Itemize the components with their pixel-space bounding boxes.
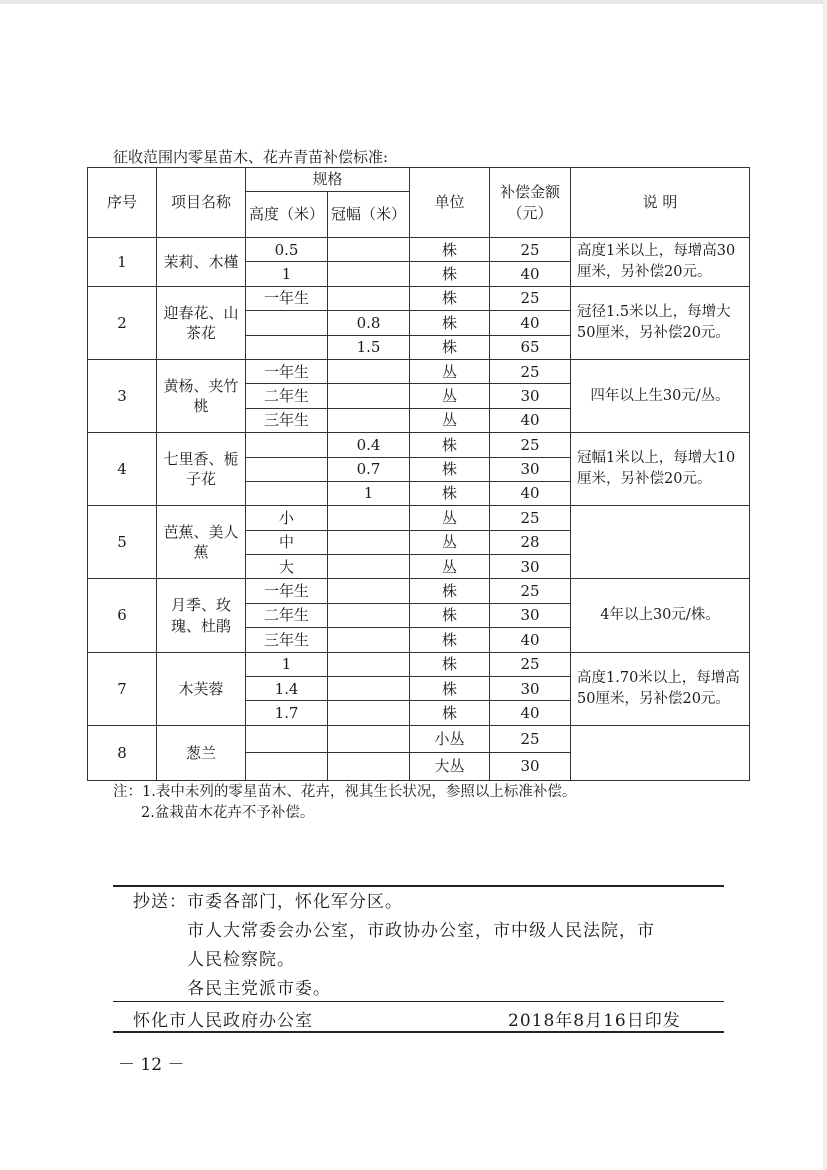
cell-crown: 1 (328, 481, 410, 505)
cell-height: 0.5 (246, 238, 328, 262)
cell-height: 中 (246, 530, 328, 554)
cell-height: 1 (246, 262, 328, 286)
cell-crown (328, 677, 410, 701)
scan-edge-top (0, 0, 827, 4)
cell-unit: 株 (410, 603, 490, 627)
cell-unit: 大丛 (410, 753, 490, 781)
cell-unit: 株 (410, 311, 490, 335)
cell-amount: 25 (490, 433, 571, 457)
cell-unit: 株 (410, 579, 490, 603)
row-item-name: 迎春花、山茶花 (157, 286, 246, 359)
cell-height (246, 753, 328, 781)
cell-amount: 28 (490, 530, 571, 554)
row-item-name: 茉莉、木槿 (157, 238, 246, 287)
cell-amount: 40 (490, 408, 571, 432)
table-row (88, 652, 750, 676)
cell-unit: 株 (410, 457, 490, 481)
cc-line-2: 市人大常委会办公室，市政协办公室，市中级人民法院，市 (187, 921, 655, 941)
cell-height (246, 311, 328, 335)
header-unit: 单位 (410, 168, 490, 238)
row-note (571, 725, 750, 780)
cell-unit: 株 (410, 335, 490, 359)
divider-bottom (113, 1031, 724, 1033)
cell-amount: 25 (490, 359, 571, 383)
cell-height (246, 335, 328, 359)
cell-crown (328, 603, 410, 627)
cell-amount: 25 (490, 652, 571, 676)
cell-unit: 丛 (410, 555, 490, 579)
cell-amount: 25 (490, 238, 571, 262)
cell-unit: 株 (410, 238, 490, 262)
cell-height: 二年生 (246, 384, 328, 408)
table-row (88, 238, 750, 262)
cell-height: 三年生 (246, 628, 328, 652)
header-amount: 补偿金额（元） (490, 168, 571, 238)
cell-height (246, 457, 328, 481)
cell-crown: 1.5 (328, 335, 410, 359)
cell-unit: 株 (410, 286, 490, 310)
note-line-1: 注：1.表中未列的零星苗木、花卉，视其生长状况，参照以上标准补偿。 (113, 784, 577, 800)
cell-height: 大 (246, 555, 328, 579)
cell-unit: 丛 (410, 384, 490, 408)
row-index: 3 (88, 359, 157, 432)
row-item-name: 芭蕉、美人蕉 (157, 506, 246, 579)
cell-crown (328, 652, 410, 676)
cell-amount: 30 (490, 457, 571, 481)
cell-unit: 株 (410, 433, 490, 457)
row-item-name: 月季、玫瑰、杜鹃 (157, 579, 246, 652)
cell-unit: 丛 (410, 408, 490, 432)
cell-crown: 0.7 (328, 457, 410, 481)
cell-crown (328, 262, 410, 286)
row-index: 4 (88, 433, 157, 506)
cell-crown (328, 555, 410, 579)
cell-unit: 株 (410, 628, 490, 652)
scan-edge-right (823, 0, 827, 1170)
row-item-name: 黄杨、夹竹桃 (157, 359, 246, 432)
cell-crown (328, 286, 410, 310)
cell-crown (328, 408, 410, 432)
cell-amount: 65 (490, 335, 571, 359)
cell-crown (328, 701, 410, 725)
cell-height: 三年生 (246, 408, 328, 432)
table-body (88, 168, 750, 781)
cell-unit: 株 (410, 677, 490, 701)
cell-height: 1.7 (246, 701, 328, 725)
cell-crown (328, 238, 410, 262)
row-note: 冠幅1米以上，每增大10厘米，另补偿20元。 (571, 433, 750, 506)
row-note: 四年以上生30元/丛。 (571, 359, 750, 432)
cc-line-4: 各民主党派市委。 (187, 979, 331, 999)
cell-height: 一年生 (246, 579, 328, 603)
cell-height: 1 (246, 652, 328, 676)
cell-crown (328, 579, 410, 603)
cell-amount: 25 (490, 579, 571, 603)
header-item: 项目名称 (157, 168, 246, 238)
cell-amount: 25 (490, 725, 571, 753)
cell-crown (328, 384, 410, 408)
cell-height (246, 481, 328, 505)
table-caption: 征收范围内零星苗木、花卉青苗补偿标准: (113, 148, 389, 166)
row-index: 1 (88, 238, 157, 287)
issuing-office: 怀化市人民政府办公室 (133, 1011, 313, 1031)
cell-height (246, 433, 328, 457)
table-row (88, 725, 750, 753)
cell-amount: 40 (490, 311, 571, 335)
cell-amount: 40 (490, 701, 571, 725)
page-number: － 12 － (118, 1055, 185, 1075)
row-index: 5 (88, 506, 157, 579)
row-index: 8 (88, 725, 157, 780)
cell-crown (328, 359, 410, 383)
cell-unit: 株 (410, 701, 490, 725)
cell-height: 二年生 (246, 603, 328, 627)
table-row (88, 433, 750, 457)
table-notes (113, 782, 576, 824)
row-note (571, 506, 750, 579)
row-index: 6 (88, 579, 157, 652)
header-note: 说 明 (571, 168, 750, 238)
header-height: 高度（米） (246, 192, 328, 238)
divider-top (113, 885, 724, 887)
note-line-2: 2.盆栽苗木花卉不予补偿。 (141, 805, 315, 821)
cc-line-1: 抄送：市委各部门，怀化军分区。 (133, 892, 403, 912)
cell-crown: 0.8 (328, 311, 410, 335)
cell-crown (328, 753, 410, 781)
cell-height (246, 725, 328, 753)
cell-amount: 25 (490, 506, 571, 530)
cell-crown: 0.4 (328, 433, 410, 457)
table-row (88, 359, 750, 383)
table-row (88, 579, 750, 603)
compensation-table (87, 167, 750, 781)
row-note: 高度1.70米以上，每增高50厘米，另补偿20元。 (571, 652, 750, 725)
cell-amount: 30 (490, 753, 571, 781)
cell-unit: 株 (410, 481, 490, 505)
issue-date: 2018年8月16日印发 (508, 1011, 681, 1031)
cell-amount: 40 (490, 481, 571, 505)
header-spec: 规格 (246, 168, 410, 192)
header-index: 序号 (88, 168, 157, 238)
cell-unit: 丛 (410, 530, 490, 554)
header-crown: 冠幅（米） (328, 192, 410, 238)
cc-block (133, 888, 655, 1004)
cell-crown (328, 628, 410, 652)
cell-height: 一年生 (246, 286, 328, 310)
divider-middle (113, 1001, 724, 1002)
header-row (88, 168, 750, 192)
row-index: 7 (88, 652, 157, 725)
row-note: 高度1米以上，每增高30厘米，另补偿20元。 (571, 238, 750, 287)
cell-unit: 丛 (410, 506, 490, 530)
cell-amount: 30 (490, 555, 571, 579)
cc-line-3: 人民检察院。 (187, 950, 295, 970)
cell-amount: 30 (490, 603, 571, 627)
cell-crown (328, 530, 410, 554)
cell-amount: 30 (490, 677, 571, 701)
cell-crown (328, 506, 410, 530)
row-item-name: 木芙蓉 (157, 652, 246, 725)
row-index: 2 (88, 286, 157, 359)
cell-crown (328, 725, 410, 753)
cell-amount: 30 (490, 384, 571, 408)
cell-unit: 小丛 (410, 725, 490, 753)
table-row (88, 286, 750, 310)
cell-height: 小 (246, 506, 328, 530)
cell-unit: 株 (410, 262, 490, 286)
row-note: 4年以上30元/株。 (571, 579, 750, 652)
cell-amount: 40 (490, 262, 571, 286)
cell-unit: 丛 (410, 359, 490, 383)
cell-amount: 25 (490, 286, 571, 310)
cell-unit: 株 (410, 652, 490, 676)
row-item-name: 葱兰 (157, 725, 246, 780)
cell-height: 一年生 (246, 359, 328, 383)
table-row (88, 506, 750, 530)
row-note: 冠径1.5米以上，每增大50厘米，另补偿20元。 (571, 286, 750, 359)
cell-height: 1.4 (246, 677, 328, 701)
cell-amount: 40 (490, 628, 571, 652)
row-item-name: 七里香、栀子花 (157, 433, 246, 506)
